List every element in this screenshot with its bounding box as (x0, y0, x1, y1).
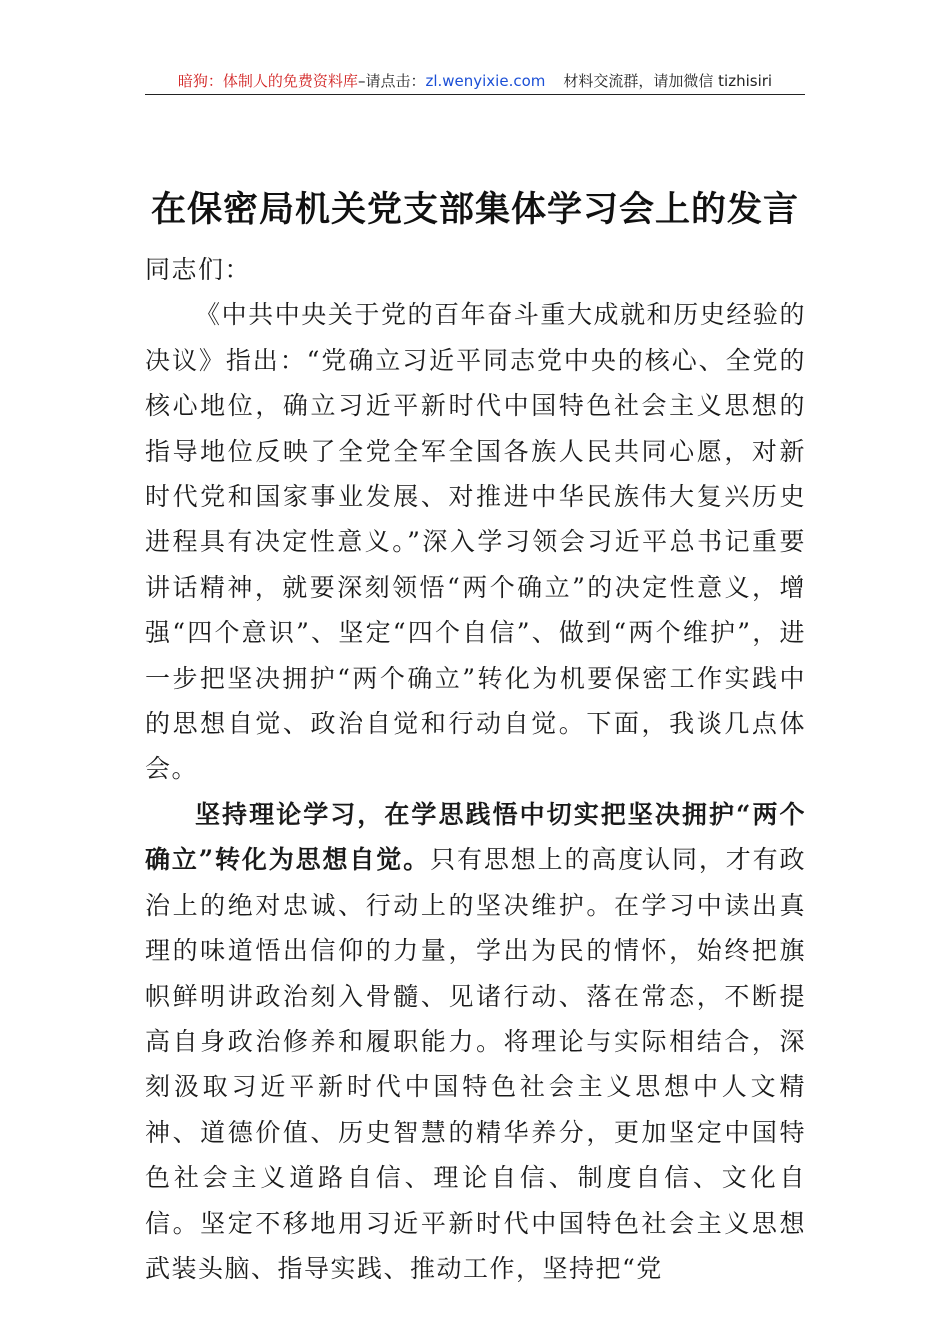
document-body (145, 247, 806, 1291)
paragraph-2 (145, 792, 806, 1291)
header-group-text: 材料交流群，请加微信 tizhisiri (563, 72, 773, 90)
header-url-link[interactable]: zl.wenyixie.com (425, 72, 546, 90)
paragraph-2-body: 只有思想上的高度认同，才有政治上的绝对忠诚、行动上的坚决维护。在学习中读出真理的味道悟出信仰的力量，学出为民的情怀，始终把旗帜鲜明讲政治刻入骨髓、见诸行动、落在常态，不断提高自身政治修养和履职能力。将理论与实际相结合，深刻汲取习近平新时代中国特色社会主义思想中人文精神、道德价值、历史智慧的精华养分，更加坚定中国特色社会主义道路自信、理论自信、制度自信、文化自信。坚定不移地用习近平新时代中国特色社会主义思想武装头脑、指导实践、推动工作，坚持把“党 (145, 845, 806, 1283)
header-banner (145, 68, 805, 95)
header-site-name: 暗狗：体制人的免费资料库 (177, 72, 358, 90)
paragraph-1: 《中共中央关于党的百年奋斗重大成就和历史经验的决议》指出：“党确立习近平同志党中央的核心、全党的核心地位，确立习近平新时代中国特色社会主义思想的指导地位反映了全党全军全国各族人民共同心愿，对新时代党和国家事业发展、对推进中华民族伟大复兴历史进程具有决定性意义。”深入学习领会习近平总书记重要讲话精神，就要深刻领悟“两个确立”的决定性意义，增强“四个意识”、坚定“四个自信”、做到“两个维护”，进一步把坚决拥护“两个确立”转化为机要保密工作实践中的思想自觉、政治自觉和行动自觉。下面，我谈几点体会。 (145, 300, 806, 784)
salutation: 同志们： (145, 255, 252, 284)
document-title: 在保密局机关党支部集体学习会上的发言 (150, 189, 799, 231)
header-click-prefix: –请点击： (357, 72, 426, 90)
paragraph-2-heading: 坚持理论学习，在学思践悟中切实把坚决拥护“两个确立”转化为思想自觉。 (145, 799, 806, 875)
